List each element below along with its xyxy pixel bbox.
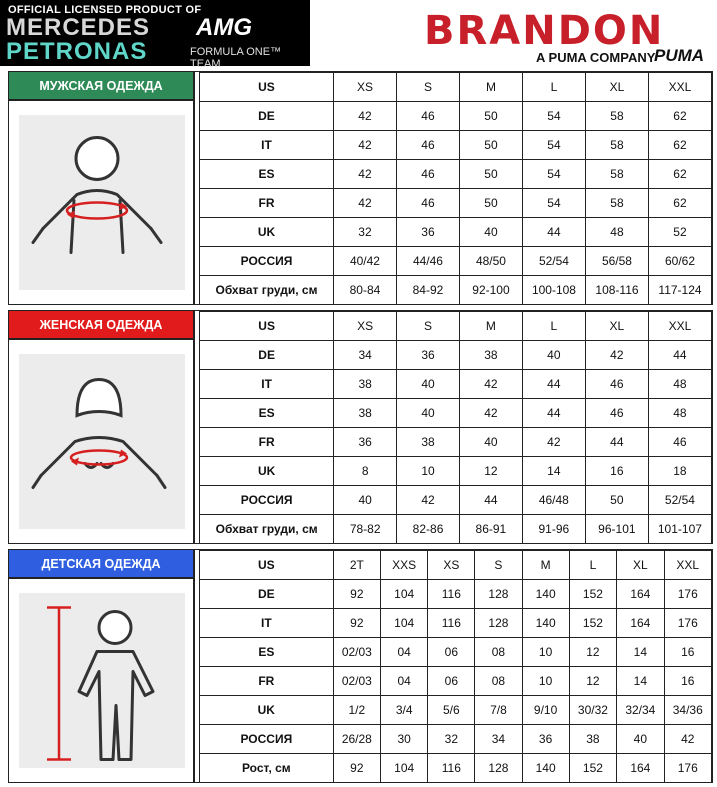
size-cell: 52 [648, 218, 711, 247]
size-cell: 104 [381, 580, 428, 609]
size-cell: 14 [522, 457, 585, 486]
size-cell: 36 [334, 428, 397, 457]
size-cell: 140 [522, 580, 569, 609]
size-cell: 38 [334, 399, 397, 428]
row-header: РОССИЯ [200, 486, 334, 515]
size-cell: L [569, 551, 616, 580]
size-cell: 46 [648, 428, 711, 457]
row-header: UK [200, 218, 334, 247]
table-row [200, 218, 712, 247]
size-cell: 32 [428, 725, 475, 754]
size-cell: 176 [664, 609, 711, 638]
size-cell: 92 [333, 609, 380, 638]
row-header: FR [200, 667, 334, 696]
size-cell: 42 [333, 189, 396, 218]
size-cell: 52/54 [648, 486, 711, 515]
size-cell: 34/36 [664, 696, 711, 725]
size-cell: 62 [648, 189, 711, 218]
kids-section-label: ДЕТСКАЯ ОДЕЖДА [9, 550, 195, 579]
table-row [200, 370, 712, 399]
size-cell: 46 [585, 399, 648, 428]
women-section-label: ЖЕНСКАЯ ОДЕЖДА [9, 311, 195, 340]
size-cell: 44 [459, 486, 522, 515]
size-cell: 52/54 [522, 247, 585, 276]
size-cell: 54 [522, 189, 585, 218]
table-row [200, 312, 712, 341]
size-cell: 04 [381, 638, 428, 667]
size-cell: 92 [333, 580, 380, 609]
table-row [200, 73, 712, 102]
size-cell: 16 [664, 638, 711, 667]
size-cell: 48/50 [459, 247, 522, 276]
size-cell: 140 [522, 754, 569, 783]
size-cell: 48 [648, 370, 711, 399]
size-cell: 116 [428, 609, 475, 638]
size-cell: 48 [648, 399, 711, 428]
size-cell: XXL [664, 551, 711, 580]
row-header: DE [200, 580, 334, 609]
row-header: US [200, 312, 334, 341]
size-cell: XXL [648, 312, 711, 341]
size-cell: 10 [522, 638, 569, 667]
row-header: FR [200, 189, 334, 218]
size-cell: 92 [333, 754, 380, 783]
size-cell: 40 [397, 399, 460, 428]
table-row [200, 131, 712, 160]
size-cell: 38 [569, 725, 616, 754]
row-header: DE [200, 102, 334, 131]
size-cell: 16 [664, 667, 711, 696]
size-cell: 62 [648, 131, 711, 160]
size-cell: 26/28 [333, 725, 380, 754]
table-row [200, 551, 712, 580]
size-cell: 40 [459, 218, 522, 247]
size-cell: 46 [396, 189, 459, 218]
size-cell: 44 [522, 370, 585, 399]
size-cell: 46 [396, 160, 459, 189]
brandon-logo [412, 4, 712, 66]
size-cell: M [459, 73, 522, 102]
petronas-text: PETRONAS [6, 38, 148, 65]
row-header: IT [200, 131, 334, 160]
size-cell: 12 [569, 667, 616, 696]
size-cell: 140 [522, 609, 569, 638]
size-cell: 38 [334, 370, 397, 399]
size-cell: 92-100 [459, 276, 522, 305]
size-cell: 42 [333, 102, 396, 131]
size-cell: 42 [459, 399, 522, 428]
size-cell: 36 [396, 218, 459, 247]
size-cell: S [475, 551, 522, 580]
size-cell: 164 [617, 754, 664, 783]
size-cell: M [522, 551, 569, 580]
size-cell: 101-107 [648, 515, 711, 544]
row-header: IT [200, 609, 334, 638]
size-cell: 48 [585, 218, 648, 247]
size-cell: 44 [585, 428, 648, 457]
male-chest-icon [19, 115, 185, 290]
men-size-table [199, 72, 712, 305]
size-cell: 152 [569, 609, 616, 638]
size-cell: 08 [475, 638, 522, 667]
size-cell: 58 [585, 189, 648, 218]
row-header: Обхват груди, см [200, 276, 334, 305]
row-header: IT [200, 370, 334, 399]
size-cell: 91-96 [522, 515, 585, 544]
size-cell: 36 [397, 341, 460, 370]
size-cell: 62 [648, 160, 711, 189]
table-row [200, 609, 712, 638]
size-cell: 108-116 [585, 276, 648, 305]
size-cell: 46 [396, 131, 459, 160]
size-cell: 12 [459, 457, 522, 486]
size-cell: 02/03 [333, 638, 380, 667]
size-cell: XL [617, 551, 664, 580]
women-size-table [199, 311, 712, 544]
table-row [200, 580, 712, 609]
size-cell: 36 [522, 725, 569, 754]
table-row [200, 341, 712, 370]
puma-company-text: A PUMA COMPANY [536, 50, 656, 65]
size-cell: 82-86 [397, 515, 460, 544]
size-cell: S [396, 73, 459, 102]
table-row [200, 276, 712, 305]
row-header: US [200, 73, 334, 102]
size-cell: XXL [648, 73, 711, 102]
size-cell: 58 [585, 102, 648, 131]
size-cell: 84-92 [396, 276, 459, 305]
table-row [200, 428, 712, 457]
formula-one-text: FORMULA ONE™ TEAM [190, 46, 282, 70]
size-cell: XL [585, 312, 648, 341]
size-cell: 40 [522, 341, 585, 370]
size-cell: 78-82 [334, 515, 397, 544]
size-cell: 176 [664, 754, 711, 783]
size-cell: 128 [475, 754, 522, 783]
table-row [200, 160, 712, 189]
women-size-section [8, 310, 713, 544]
size-cell: 50 [459, 160, 522, 189]
size-cell: 02/03 [333, 667, 380, 696]
table-row [200, 102, 712, 131]
size-cell: 40/42 [333, 247, 396, 276]
row-header: Рост, см [200, 754, 334, 783]
size-cell: 44 [522, 218, 585, 247]
size-cell: 06 [428, 667, 475, 696]
size-cell: 44 [648, 341, 711, 370]
size-cell: 164 [617, 609, 664, 638]
size-cell: 3/4 [381, 696, 428, 725]
brandon-wordmark: BRANDON [424, 8, 665, 54]
size-cell: 128 [475, 609, 522, 638]
size-cell: M [459, 312, 522, 341]
table-row [200, 667, 712, 696]
size-cell: 152 [569, 754, 616, 783]
amg-text: AMG [196, 14, 252, 41]
size-cell: 32 [333, 218, 396, 247]
size-cell: 176 [664, 580, 711, 609]
size-cell: 42 [333, 131, 396, 160]
row-header: UK [200, 457, 334, 486]
size-cell: 30/32 [569, 696, 616, 725]
size-cell: XS [333, 73, 396, 102]
size-cell: 104 [381, 609, 428, 638]
size-cell: 58 [585, 160, 648, 189]
size-cell: 2T [333, 551, 380, 580]
size-cell: XS [428, 551, 475, 580]
size-cell: 96-101 [585, 515, 648, 544]
table-row [200, 515, 712, 544]
row-header: FR [200, 428, 334, 457]
size-cell: 116 [428, 580, 475, 609]
size-cell: 16 [585, 457, 648, 486]
size-cell: 10 [397, 457, 460, 486]
size-cell: 117-124 [648, 276, 711, 305]
puma-logo: PUMA [654, 46, 705, 65]
men-section-label: МУЖСКАЯ ОДЕЖДА [9, 72, 195, 101]
size-cell: 40 [617, 725, 664, 754]
size-cell: S [397, 312, 460, 341]
size-cell: 06 [428, 638, 475, 667]
size-cell: 42 [459, 370, 522, 399]
size-cell: 54 [522, 131, 585, 160]
size-cell: 34 [475, 725, 522, 754]
size-cell: 60/62 [648, 247, 711, 276]
table-row [200, 247, 712, 276]
row-header: ES [200, 399, 334, 428]
size-cell: 12 [569, 638, 616, 667]
size-cell: L [522, 312, 585, 341]
size-cell: 42 [585, 341, 648, 370]
size-cell: XS [334, 312, 397, 341]
size-cell: 44 [522, 399, 585, 428]
row-header: US [200, 551, 334, 580]
size-cell: 7/8 [475, 696, 522, 725]
size-cell: 40 [397, 370, 460, 399]
size-cell: 62 [648, 102, 711, 131]
kids-size-table [199, 550, 712, 783]
table-row [200, 399, 712, 428]
size-cell: XXS [381, 551, 428, 580]
size-cell: 128 [475, 580, 522, 609]
size-cell: 100-108 [522, 276, 585, 305]
table-row [200, 696, 712, 725]
men-figure-panel [9, 101, 195, 304]
row-header: Обхват груди, см [200, 515, 334, 544]
mercedes-text: MERCEDES [6, 14, 151, 41]
row-header: DE [200, 341, 334, 370]
female-chest-icon [19, 354, 185, 529]
size-cell: 42 [333, 160, 396, 189]
size-cell: L [522, 73, 585, 102]
size-cell: 54 [522, 160, 585, 189]
table-row [200, 754, 712, 783]
size-cell: 40 [459, 428, 522, 457]
row-header: UK [200, 696, 334, 725]
mercedes-amg-petronas-logo [0, 0, 310, 70]
size-cell: 46/48 [522, 486, 585, 515]
row-header: РОССИЯ [200, 725, 334, 754]
table-row [200, 486, 712, 515]
kids-figure-panel [9, 579, 195, 782]
size-cell: 86-91 [459, 515, 522, 544]
size-cell: 42 [664, 725, 711, 754]
women-figure-panel [9, 340, 195, 543]
size-cell: 46 [585, 370, 648, 399]
size-cell: 58 [585, 131, 648, 160]
size-cell: 104 [381, 754, 428, 783]
table-row [200, 638, 712, 667]
men-size-section [8, 71, 713, 305]
size-cell: 50 [585, 486, 648, 515]
size-cell: 116 [428, 754, 475, 783]
size-cell: 04 [381, 667, 428, 696]
size-cell: 40 [334, 486, 397, 515]
table-row [200, 457, 712, 486]
size-cell: 32/34 [617, 696, 664, 725]
kids-size-section [8, 549, 713, 783]
size-cell: 10 [522, 667, 569, 696]
size-cell: 44/46 [396, 247, 459, 276]
size-cell: 9/10 [522, 696, 569, 725]
row-header: ES [200, 638, 334, 667]
size-cell: 1/2 [333, 696, 380, 725]
size-cell: 30 [381, 725, 428, 754]
size-cell: 8 [334, 457, 397, 486]
size-cell: 80-84 [333, 276, 396, 305]
size-cell: 18 [648, 457, 711, 486]
size-cell: 152 [569, 580, 616, 609]
table-row [200, 725, 712, 754]
size-cell: 14 [617, 667, 664, 696]
size-cell: 56/58 [585, 247, 648, 276]
size-cell: 42 [522, 428, 585, 457]
size-cell: 50 [459, 131, 522, 160]
size-cell: 08 [475, 667, 522, 696]
size-cell: 46 [396, 102, 459, 131]
size-cell: 34 [334, 341, 397, 370]
size-cell: 54 [522, 102, 585, 131]
size-cell: 50 [459, 189, 522, 218]
size-cell: XL [585, 73, 648, 102]
size-cell: 50 [459, 102, 522, 131]
row-header: ES [200, 160, 334, 189]
size-cell: 42 [397, 486, 460, 515]
size-cell: 164 [617, 580, 664, 609]
size-cell: 38 [459, 341, 522, 370]
child-height-icon [19, 593, 185, 768]
size-cell: 5/6 [428, 696, 475, 725]
licensed-text: OFFICIAL LICENSED PRODUCT OF [8, 4, 202, 16]
size-cell: 38 [397, 428, 460, 457]
table-row [200, 189, 712, 218]
row-header: РОССИЯ [200, 247, 334, 276]
size-cell: 14 [617, 638, 664, 667]
